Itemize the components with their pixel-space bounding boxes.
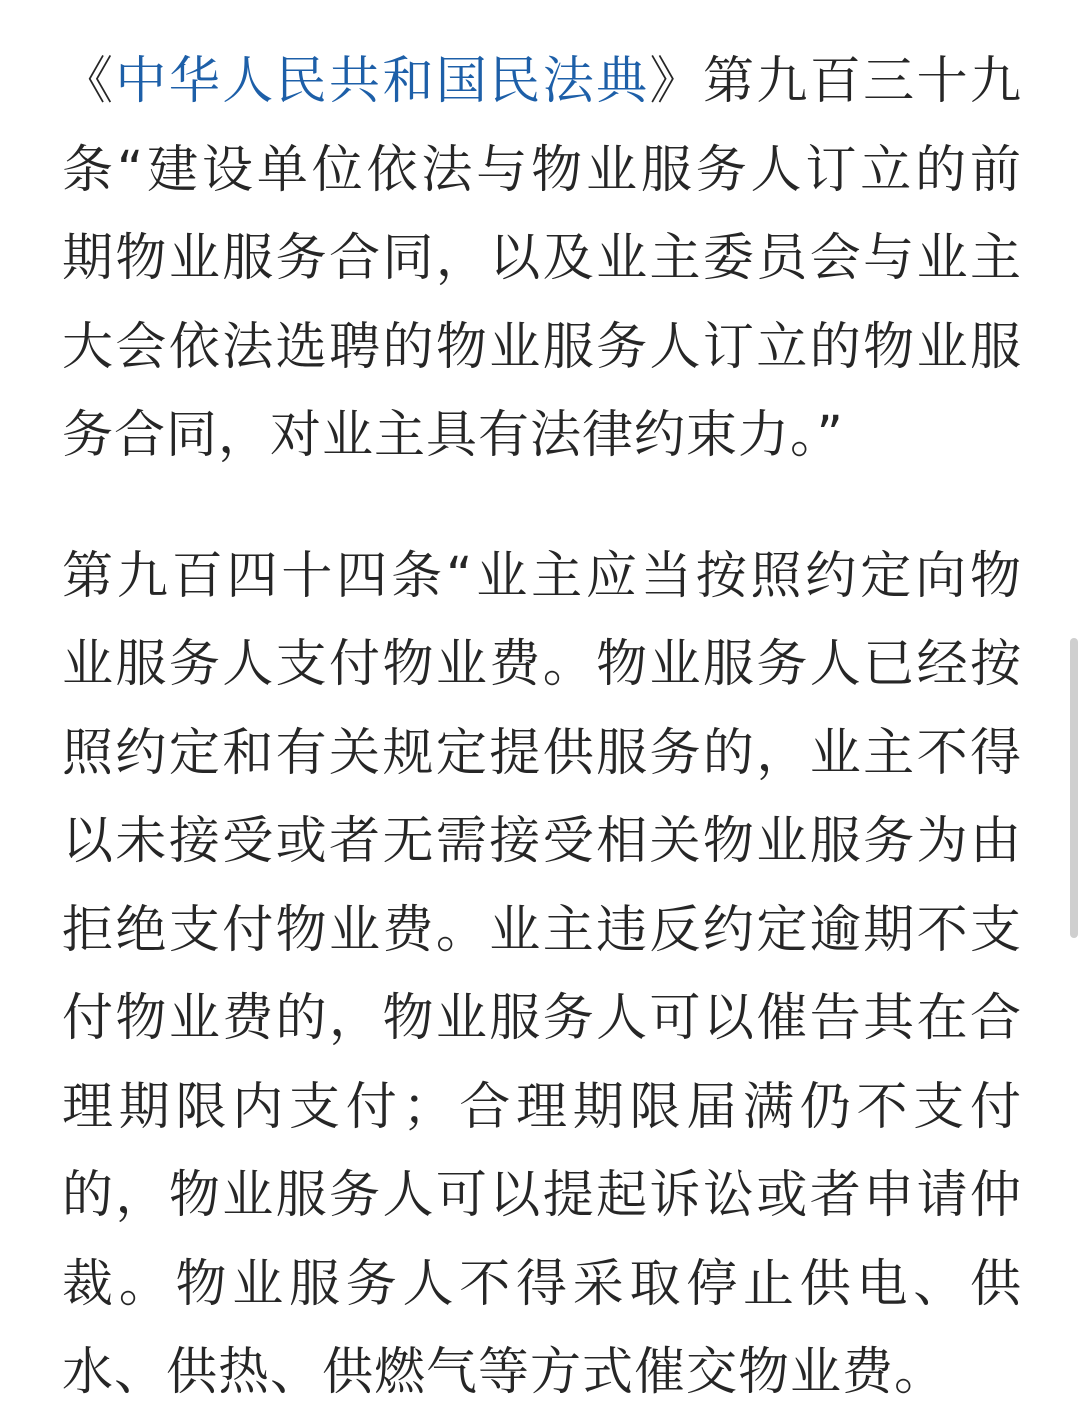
article-944-text: 第九百四十四条“业主应当按照约定向物业服务人支付物业费。物业服务人已经按照约定和有关规定提供服务的，业主不得以未接受或者无需接受相关物业服务为由拒绝支付物业费。业主违反约定逾期不支付物业费的，物业服务人可以催告其在合理期限内支付；合理期限届满仍不支付的，物业服务人可以提起诉讼或者申请仲裁。物业服务人不得采取停止供电、供水、供热、供燃气等方式催交物业费。 [62,546,1022,1402]
paragraph-article-939 [62,38,1022,481]
paragraph-article-944 [62,533,1022,1418]
close-book-bracket: 》 [649,52,703,111]
civil-code-link[interactable]: 中华人民共和国民法典 [115,52,650,111]
article-939-text: 第九百三十九条“建设单位依法与物业服务人订立的前期物业服务合同，以及业主委员会与业主大会依法选聘的物业服务人订立的物业服务合同，对业主具有法律约束力。” [62,52,1022,465]
article-body [62,38,1022,1418]
scrollbar-thumb[interactable] [1070,638,1078,938]
open-book-bracket: 《 [62,52,116,111]
